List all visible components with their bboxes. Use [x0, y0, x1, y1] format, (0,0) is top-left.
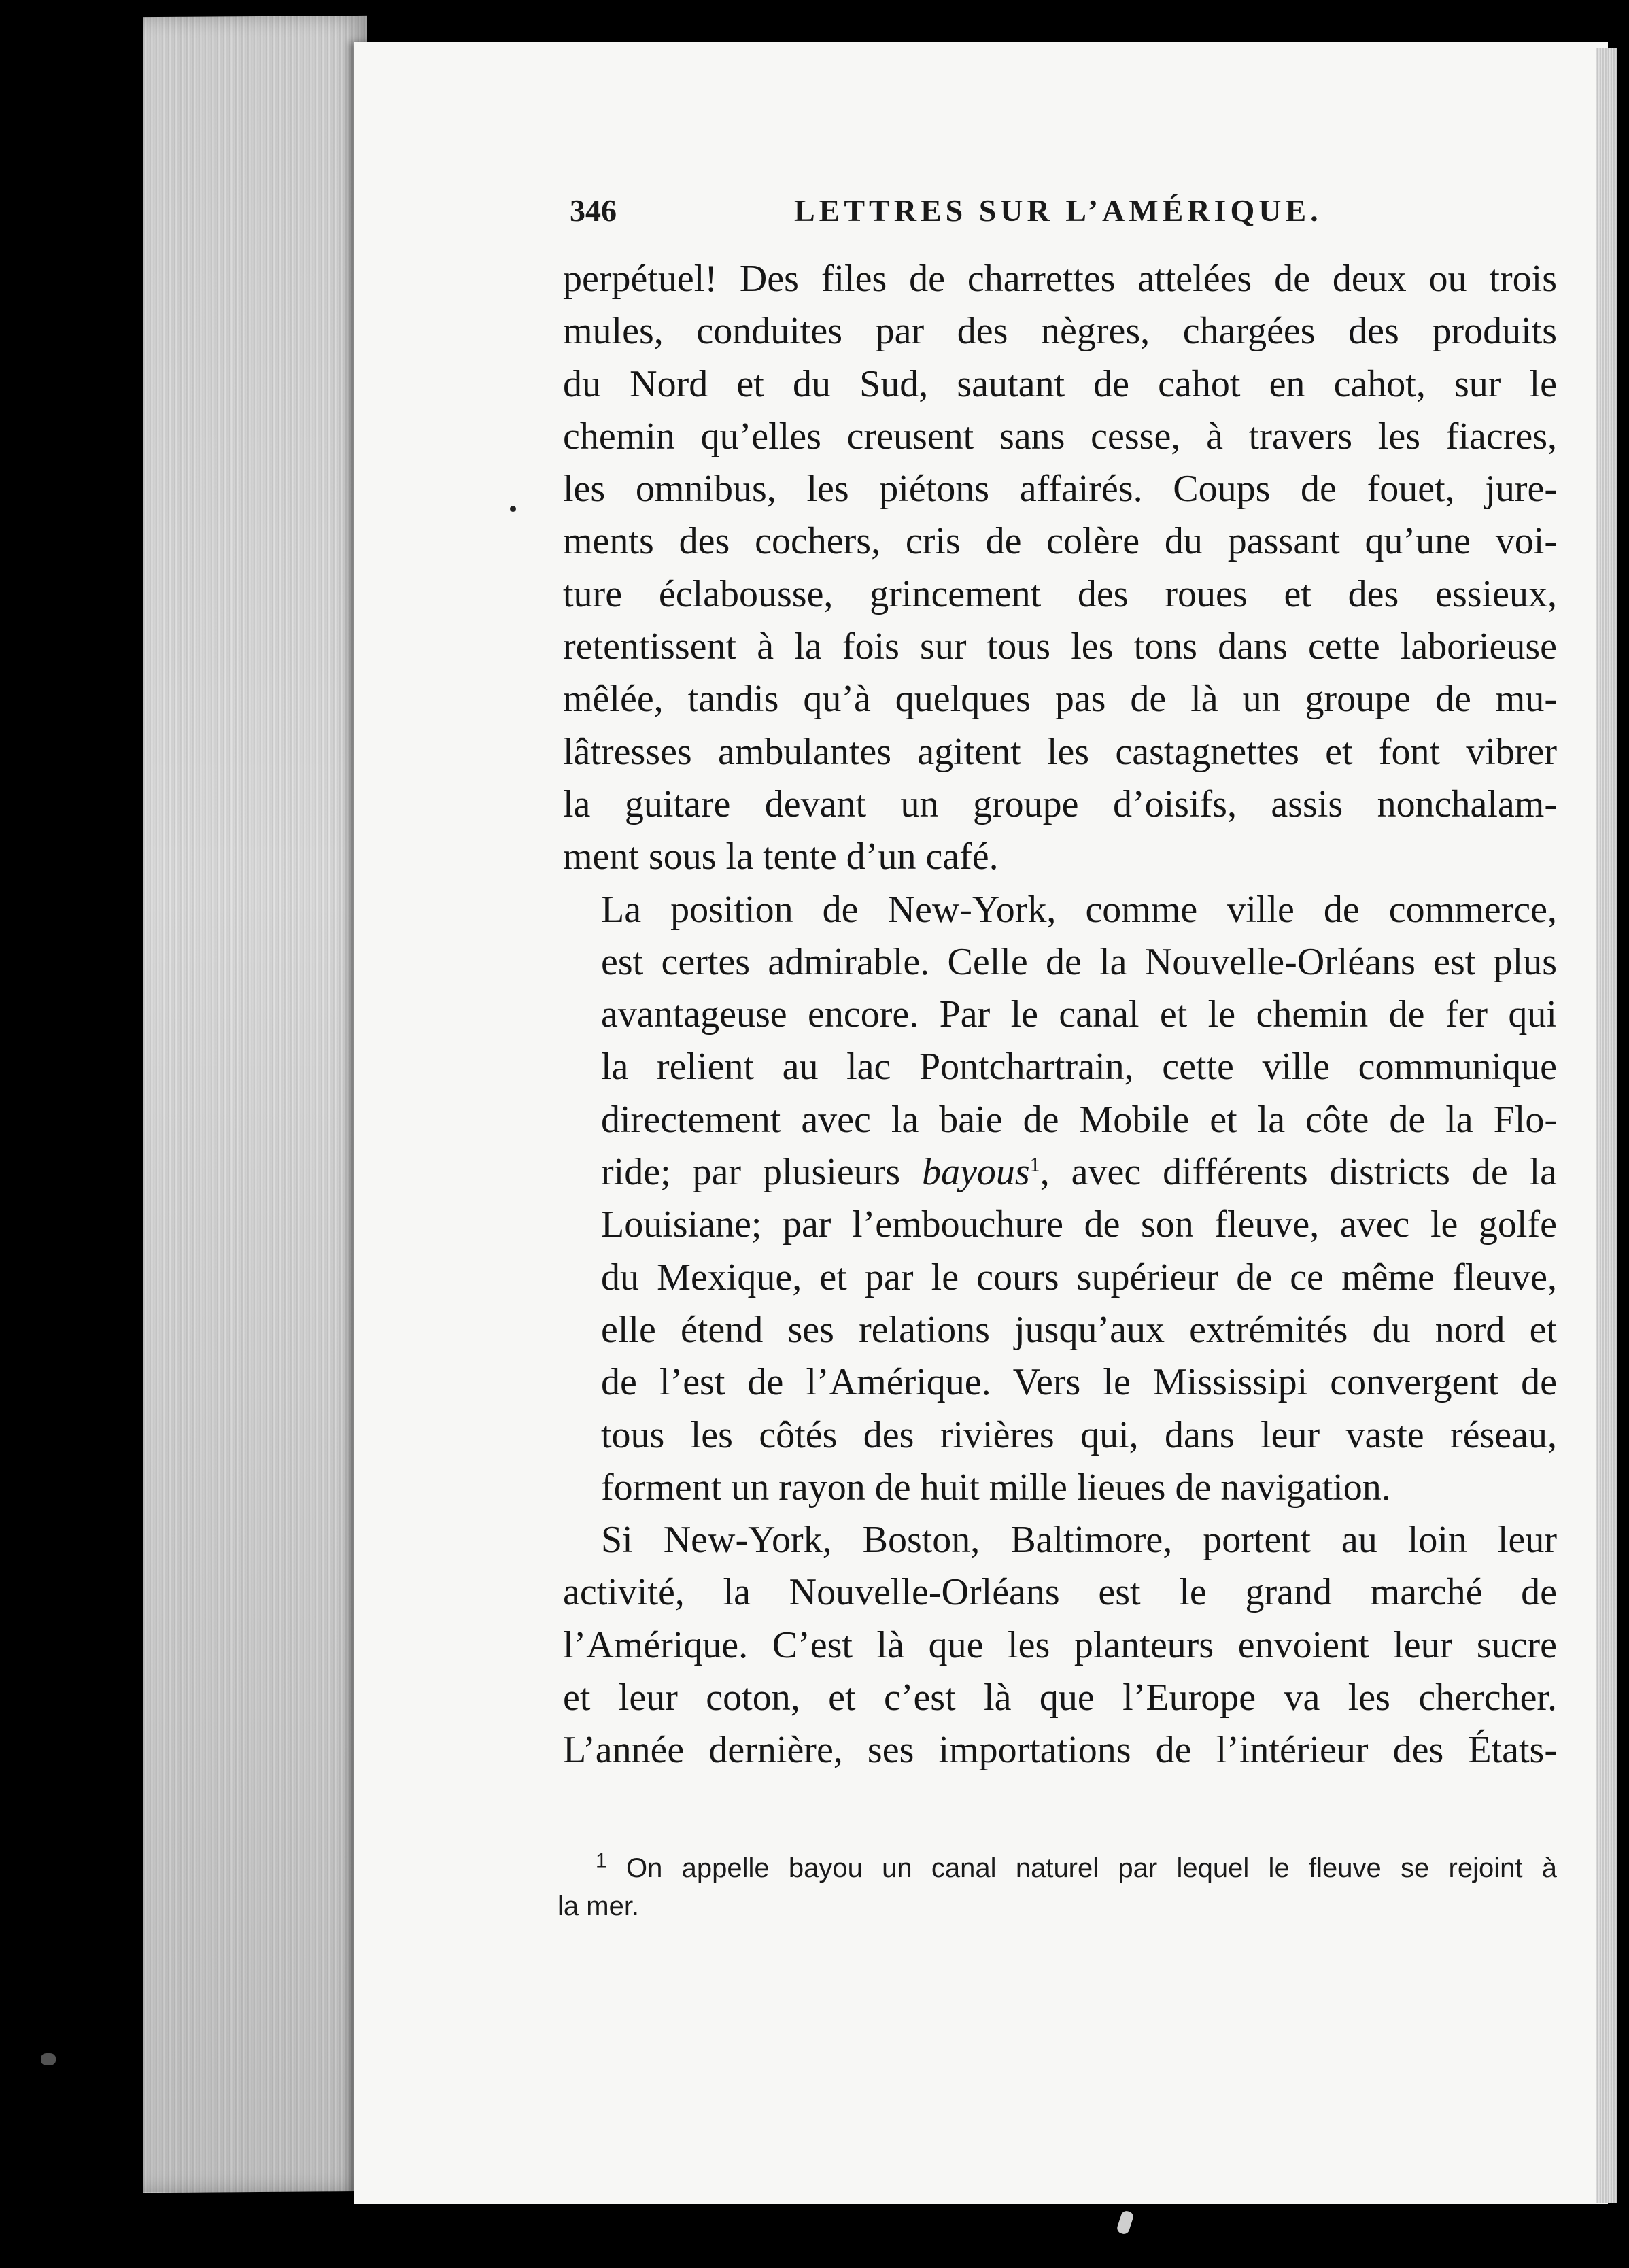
text-line: forment un rayon de huit mille lieues de navigation.: [601, 1466, 1391, 1509]
text-line: directement avec la baie de Mobile et la côte de la Flo-: [601, 1098, 1557, 1141]
page-number: 346: [570, 193, 617, 228]
text-line: Si New-York, Boston, Baltimore, portent au loin leur: [601, 1519, 1557, 1562]
text-line-with-footnote: [563, 1146, 1557, 1199]
text-line: la guitare devant un groupe d’oisifs, assis nonchalam-: [563, 783, 1557, 825]
text-line: L’année dernière, ses importations de l’intérieur des États-: [563, 1729, 1557, 1772]
text-line: ture éclabousse, grincement des roues et des essieux,: [563, 572, 1557, 615]
running-title: LETTRES SUR L’AMÉRIQUE.: [794, 193, 1322, 228]
footnote-line: [558, 1849, 1557, 1887]
footnote-marker: 1: [596, 1849, 607, 1872]
scan-artifact-mark: [1116, 2210, 1135, 2235]
text-line: La position de New-York, comme ville de commerce,: [601, 888, 1557, 931]
paragraph-3: [563, 1514, 1557, 1776]
text-line: retentissent à la fois sur tous les tons dans cette laborieuse: [563, 625, 1557, 668]
text-fragment: ride; par plusieurs: [601, 1151, 901, 1194]
text-line: est certes admirable. Celle de la Nouvelle-Orléans est plus: [601, 940, 1557, 983]
footnote-ref: 1: [1029, 1153, 1040, 1176]
text-line: lâtresses ambulantes agitent les castagnettes et font vibrer: [563, 730, 1557, 773]
page-header: [570, 192, 1399, 233]
text-line: ments des cochers, cris de colère du passant qu’une voi-: [563, 520, 1557, 563]
text-line: la relient au lac Pontchartrain, cette ville communique: [601, 1046, 1557, 1088]
text-line: ment sous la tente d’un café.: [563, 836, 999, 878]
text-line: de l’est de l’Amérique. Vers le Mississipi convergent de: [601, 1361, 1557, 1404]
text-line: elle étend ses relations jusqu’aux extrémités du nord et: [601, 1308, 1557, 1351]
footnote: [558, 1849, 1557, 1925]
text-line: les omnibus, les piétons affairés. Coups de fouet, jure-: [563, 468, 1557, 511]
text-line: tous les côtés des rivières qui, dans leur vaste réseau,: [601, 1413, 1557, 1456]
paragraph-1: [563, 253, 1557, 884]
italic-word: bayous: [922, 1151, 1030, 1194]
page-right-edge: [1596, 48, 1617, 2203]
footnote-text: On appelle bayou un canal naturel par lequel le fleuve se rejoint à: [625, 1853, 1557, 1883]
text-line: mules, conduites par des nègres, chargées des produits: [563, 310, 1557, 353]
scan-speck: [41, 2053, 56, 2065]
text-line: et leur coton, et c’est là que l’Europe va les chercher.: [563, 1677, 1557, 1719]
text-line: du Mexique, et par le cours supérieur de ce même fleuve,: [601, 1256, 1557, 1299]
text-line: avantageuse encore. Par le canal et le chemin de fer qui: [601, 993, 1557, 1036]
text-line: mêlée, tandis qu’à quelques pas de là un groupe de mu-: [563, 678, 1557, 721]
body-text: [563, 253, 1557, 1777]
text-fragment: , avec différents districts de la: [1040, 1151, 1557, 1194]
footnote-line: la mer.: [558, 1891, 640, 1921]
paragraph-2: [563, 884, 1557, 1515]
text-line: activité, la Nouvelle-Orléans est le grand marché de: [563, 1571, 1557, 1614]
text-line: du Nord et du Sud, sautant de cahot en cahot, sur le: [563, 362, 1557, 405]
margin-dot-mark: [510, 506, 516, 512]
text-line: l’Amérique. C’est là que les planteurs envoient leur sucre: [563, 1623, 1557, 1666]
text-line: perpétuel! Des files de charrettes attelées de deux ou trois: [563, 258, 1557, 300]
text-line: chemin qu’elles creusent sans cesse, à travers les fiacres,: [563, 415, 1557, 458]
book-edge-shadow: [143, 16, 367, 2192]
text-line: Louisiane; par l’embouchure de son fleuve, avec le golfe: [601, 1203, 1557, 1246]
